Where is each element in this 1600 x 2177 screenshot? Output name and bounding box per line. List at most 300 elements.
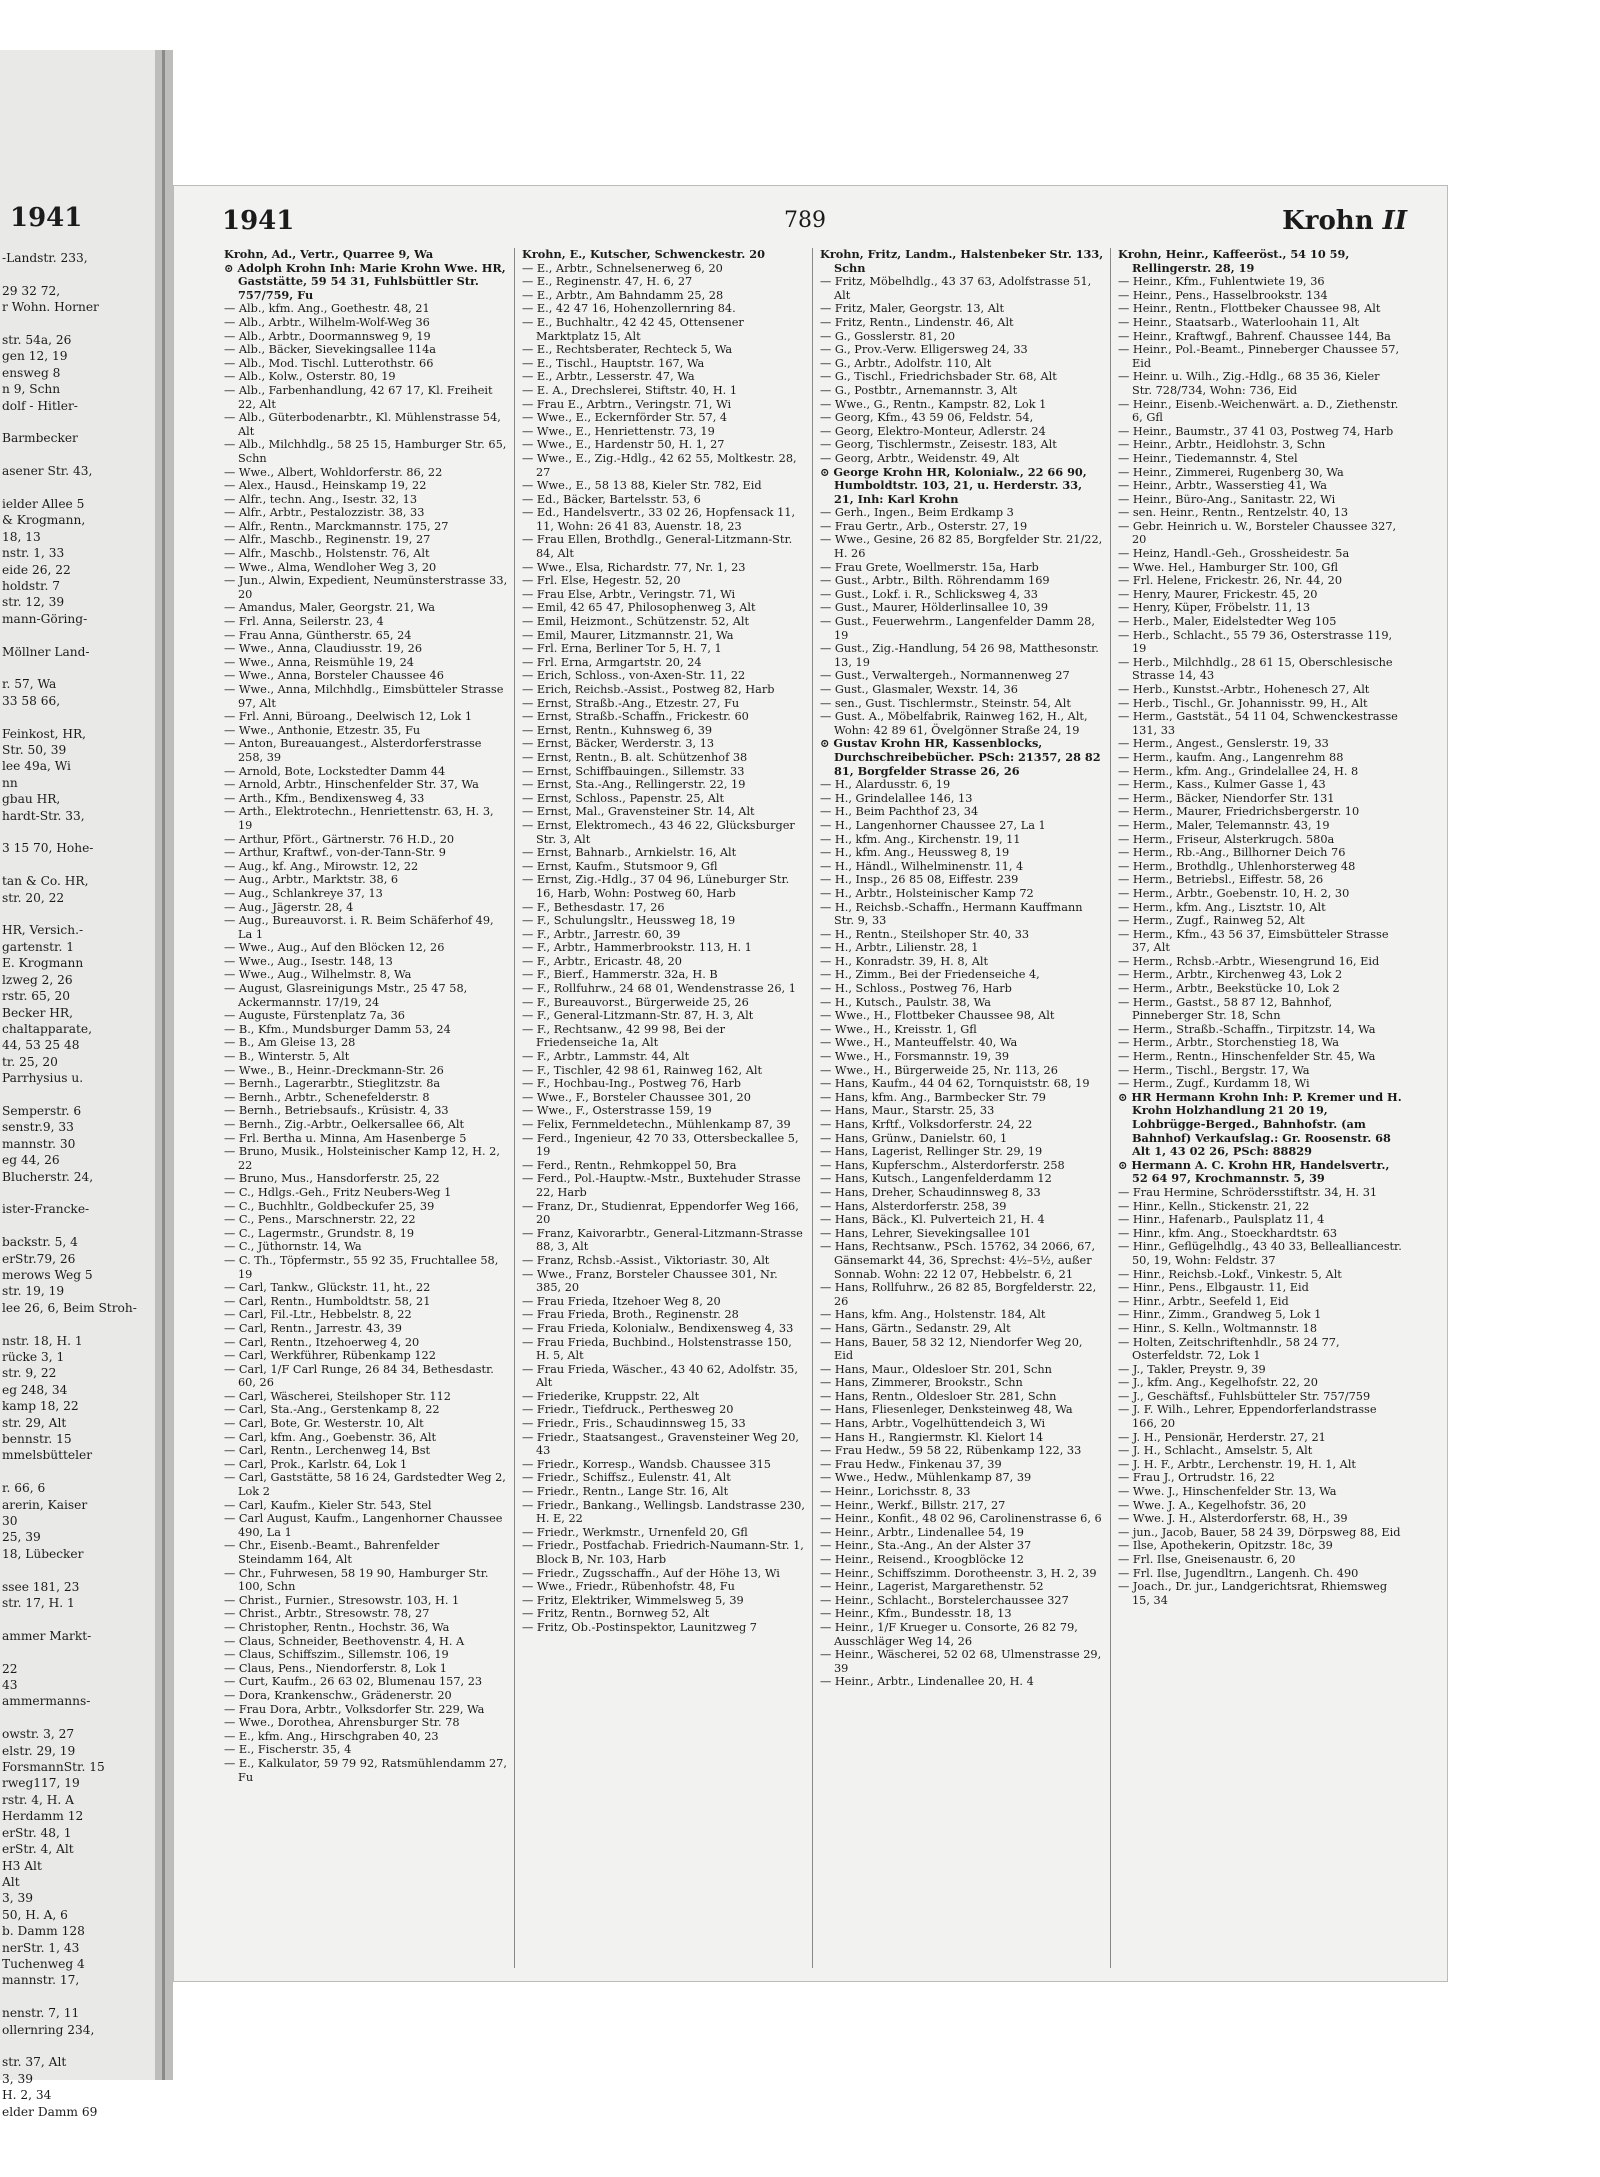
previous-page-line: nstr. 18, H. 1: [2, 1333, 83, 1348]
directory-entry: — Claus, Schneider, Beethovenstr. 4, H. A: [224, 1634, 465, 1648]
previous-page-line: str. 29, Alt: [2, 1415, 67, 1430]
directory-entry: — Alb., Arbtr., Wilhelm-Wolf-Weg 36: [224, 315, 430, 329]
directory-entry: — Alfr., Rentn., Marckmannstr. 175, 27: [224, 519, 449, 533]
previous-page-line: tr. 25, 20: [2, 1054, 58, 1069]
directory-entry: — Fritz, Ob.-Postinspektor, Launitzweg 7: [522, 1620, 757, 1634]
directory-entry: — Hans, kfm. Ang., Barmbecker Str. 79: [820, 1090, 1046, 1104]
directory-entry: — Carl, Wäscherei, Steilshoper Str. 112: [224, 1389, 451, 1403]
directory-entry: — H., Arbtr., Lilienstr. 28, 1: [820, 941, 979, 955]
directory-entry: — Frau Frieda, Wäscher., 43 40 62, Adolfstr. 35, Alt: [522, 1362, 798, 1390]
directory-entry: — Herm., Maurer, Friedrichsbergerstr. 10: [1118, 805, 1360, 819]
directory-entry: — Jun., Alwin, Expedient, Neumünsterstrasse 33, 20: [224, 574, 508, 601]
directory-entry: — Hans, Grünw., Danielstr. 60, 1: [820, 1131, 1008, 1145]
page-number: 789: [784, 208, 826, 233]
directory-entry: — Frau Frieda, Buchbind., Holstenstrasse 150, H. 5, Alt: [522, 1335, 792, 1363]
directory-entry: — Joach., Dr. jur., Landgerichtsrat, Rhiemsweg 15, 34: [1118, 1580, 1388, 1607]
directory-entry: — H., Händl., Wilhelminenstr. 11, 4: [820, 859, 1024, 873]
directory-entry: — J. H., Schlacht., Amselstr. 5, Alt: [1118, 1444, 1313, 1458]
previous-page-line: tan & Co. HR,: [2, 874, 89, 889]
directory-entry: — Heinr., Rentn., Flottbeker Chaussee 98, Alt: [1118, 302, 1381, 316]
directory-entry: — B., Kfm., Mundsburger Damm 53, 24: [224, 1022, 451, 1036]
directory-entry: — Heinr., Schlacht., Borstelerchaussee 327: [820, 1593, 1069, 1607]
previous-page-lines: [2, 250, 152, 2120]
directory-entry: — E., kfm. Ang., Hirschgraben 40, 23: [224, 1729, 439, 1743]
directory-entry: — Wwe., E., 58 13 88, Kieler Str. 782, Eid: [522, 479, 762, 493]
directory-entry: — Hinr., S. Kelln., Woltmannstr. 18: [1118, 1321, 1318, 1335]
directory-entry: — Carl, Kaufm., Kieler Str. 543, Stel: [224, 1498, 432, 1512]
book-gutter: [155, 50, 173, 2080]
directory-entry: — Friedr., Korresp., Wandsb. Chaussee 315: [522, 1457, 771, 1471]
directory-entry: — Hans, Arbtr., Vogelhüttendeich 3, Wi: [820, 1417, 1046, 1431]
directory-entry: — Herm., Maler, Telemannstr. 43, 19: [1118, 818, 1330, 832]
directory-entry: — F., Rollfuhrw., 24 68 01, Wendenstrasse 26, 1: [522, 982, 796, 996]
directory-entry: — Heinr., Tiedemannstr. 4, Stel: [1118, 451, 1298, 465]
directory-entry: — Hans, Rechtsanw., PSch. 15762, 34 2066, 67, Gänsemarkt 44, 36, Sprechst: 4½–5½, außer Sonnab. Wohn: 22 12 07, Hebbelstr. 6, 21: [820, 1240, 1096, 1281]
previous-page-line: senstr.9, 33: [2, 1120, 74, 1135]
directory-entry: — Herm., Straßb.-Schaffn., Tirpitzstr. 14, Wa: [1118, 1022, 1376, 1036]
column-divider: [1110, 248, 1111, 1968]
previous-page-line: hardt-Str. 33,: [2, 808, 85, 823]
directory-entry: — Alb., Farbenhandlung, 42 67 17, Kl. Freiheit 22, Alt: [224, 383, 493, 411]
directory-entry: — Bruno, Mus., Hansdorferstr. 25, 22: [224, 1172, 440, 1186]
directory-entry: — Gebr. Heinrich u. W., Borsteler Chaussee 327, 20: [1118, 519, 1397, 547]
previous-page-line: ammermanns-: [2, 1694, 91, 1709]
directory-entry: — Hans, Lagerist, Rellinger Str. 29, 19: [820, 1145, 1043, 1159]
directory-entry: — Erich, Reichsb.-Assist., Postweg 82, Harb: [522, 683, 775, 696]
previous-page-line: lee 49a, Wi: [2, 759, 71, 774]
directory-entry: — G., Gosslerstr. 81, 20: [820, 329, 956, 343]
directory-entry: — C. Th., Töpfermstr., 55 92 35, Fruchtallee 58, 19: [224, 1253, 499, 1281]
directory-entry: — Arthur, Kraftwf., von-der-Tann-Str. 9: [224, 846, 446, 860]
directory-entry: — H., Grindelallee 146, 13: [820, 791, 973, 805]
previous-page-line: [2, 1989, 152, 2005]
directory-entry: — Wwe., B., Heinr.-Dreckmann-Str. 26: [224, 1063, 444, 1077]
directory-entry: — Gust., Feuerwehrm., Langenfelder Damm 28, 19: [820, 615, 1095, 642]
previous-page-line: 43: [2, 1678, 18, 1693]
directory-entry: — Hans, Fliesenleger, Denksteinweg 48, Wa: [820, 1403, 1073, 1417]
directory-entry: — Frl. Ilse, Gneisenaustr. 6, 20: [1118, 1553, 1296, 1566]
directory-entry: — sen. Heinr., Rentn., Rentzelstr. 40, 13: [1118, 506, 1349, 520]
directory-entry: — Hans, Maur., Oldesloer Str. 201, Schn: [820, 1362, 1052, 1376]
directory-entry: — Hans, Lehrer, Sievekingsallee 101: [820, 1226, 1031, 1240]
directory-entry: — Wwe. J. H., Alsterdorferstr. 68, H., 39: [1118, 1512, 1348, 1526]
directory-entry: — Friedr., Fris., Schaudinnsweg 15, 33: [522, 1417, 746, 1431]
directory-entry: — Heinr. u. Wilh., Zig.-Hdlg., 68 35 36, Kieler Str. 728/734, Wohn: 736, Eid: [1118, 370, 1380, 397]
directory-entry: — Wwe., Hedw., Mühlenkamp 87, 39: [820, 1471, 1032, 1485]
directory-entry: — Holten, Zeitschriftenhdlr., 58 24 77, Osterfeldstr. 72, Lok 1: [1118, 1335, 1340, 1363]
previous-page-line: asener Str. 43,: [2, 464, 93, 479]
directory-entry: — Carl, Gaststätte, 58 16 24, Gardstedter Weg 2, Lok 2: [224, 1471, 506, 1499]
directory-entry: — August, Glasreinigungs Mstr., 25 47 58, Ackermannstr. 17/19, 24: [224, 982, 468, 1009]
previous-page-line: Blucherstr. 24,: [2, 1169, 94, 1184]
directory-entry: — E. A., Drechslerei, Stiftstr. 40, H. 1: [522, 383, 738, 397]
previous-page-line: 18, 13: [2, 529, 41, 544]
directory-entry: — Frau Frieda, Kolonialw., Bendixensweg 4, 33: [522, 1321, 794, 1335]
previous-page-line: [2, 857, 152, 873]
directory-entry: — Ernst, Sta.-Ang., Rellingerstr. 22, 19: [522, 778, 746, 792]
directory-entry: — Frau Else, Arbtr., Veringstr. 71, Wi: [522, 587, 736, 601]
directory-entry: — Herb., Maler, Eidelstedter Weg 105: [1118, 615, 1337, 629]
directory-entry: — Friedr., Werkmstr., Urnenfeld 20, Gfl: [522, 1525, 748, 1539]
previous-page-line: str. 54a, 26: [2, 333, 72, 347]
directory-entry: — sen., Gust. Tischlermstr., Steinstr. 54, Alt: [820, 696, 1071, 710]
previous-page-line: mannstr. 30: [2, 1136, 76, 1151]
directory-entry: — J., Takler, Preystr. 9, 39: [1118, 1362, 1266, 1376]
directory-entry: — Wwe., E., Henriettenstr. 73, 19: [522, 424, 715, 438]
directory-entry: — Frau Ellen, Brothdlg., General-Litzmann-Str. 84, Alt: [522, 533, 793, 561]
directory-entry: — Amandus, Maler, Georgstr. 21, Wa: [224, 601, 435, 615]
directory-entry: — Heinz, Handl.-Geh., Grossheidestr. 5a: [1118, 547, 1350, 561]
section-name: Krohn: [1282, 206, 1374, 236]
directory-entry: — Carl, Fil.-Ltr., Hebbelstr. 8, 22: [224, 1308, 412, 1322]
directory-entry: — Frau Frieda, Itzehoer Weg 8, 20: [522, 1294, 721, 1308]
previous-page-line: Möllner Land-: [2, 644, 90, 659]
directory-entry: — E., Fischerstr. 35, 4: [224, 1743, 352, 1757]
directory-entry: — Herm., Rentn., Hinschenfelder Str. 45, Wa: [1118, 1050, 1376, 1064]
previous-page-line: rstr. 4, H. A: [2, 1792, 74, 1807]
directory-entry: — Heinr., Arbtr., Wasserstieg 41, Wa: [1118, 479, 1327, 493]
previous-page-line: 3, 39: [2, 1891, 34, 1906]
directory-entry: — Frau Gertr., Arb., Osterstr. 27, 19: [820, 519, 1028, 533]
directory-entry: — Franz, Rchsb.-Assist., Viktoriastr. 30, Alt: [522, 1253, 770, 1267]
previous-page-line: 18, Lübecker: [2, 1546, 84, 1561]
previous-page-line: [2, 447, 152, 463]
directory-entry: — Carl, kfm. Ang., Goebenstr. 36, Alt: [224, 1430, 437, 1444]
directory-entry: — Herm., Brothdlg., Uhlenhorsterweg 48: [1118, 859, 1356, 873]
previous-page-line: [2, 266, 152, 282]
directory-entry: — Frl. Anna, Seilerstr. 23, 4: [224, 615, 384, 629]
directory-entry: — Herm., Tischl., Bergstr. 17, Wa: [1118, 1063, 1310, 1077]
directory-entry: — Hans H., Rangiermstr. Kl. Kielort 14: [820, 1430, 1044, 1444]
directory-entry: — Heinr., Schiffszimm. Dorotheenstr. 3, H. 2, 39: [820, 1566, 1097, 1580]
previous-page-line: chaltapparate,: [2, 1021, 92, 1036]
previous-page-line: [2, 2038, 152, 2054]
directory-entry: — Aug., Bureauvorst. i. R. Beim Schäferhof 49, La 1: [224, 914, 494, 941]
directory-entry: — H., kfm. Ang., Heussweg 8, 19: [820, 846, 1010, 860]
directory-entry: — Aug., kf. Ang., Mirowstr. 12, 22: [224, 859, 419, 873]
directory-entry: — Fritz, Rentn., Lindenstr. 46, Alt: [820, 315, 1014, 329]
directory-entry: — Georg, Arbtr., Weidenstr. 49, Alt: [820, 451, 1020, 465]
directory-entry: — Wwe., Franz, Borsteler Chaussee 301, Nr. 385, 20: [522, 1267, 778, 1295]
directory-entry: — Arnold, Bote, Lockstedter Damm 44: [224, 764, 446, 778]
previous-page-line: Herdamm 12: [2, 1809, 84, 1824]
previous-page-line: [2, 1611, 152, 1627]
directory-entry: — C., Hdlgs.-Geh., Fritz Neubers-Weg 1: [224, 1185, 452, 1199]
directory-entry: — Gust., Maurer, Hölderlinsallee 10, 39: [820, 601, 1049, 615]
previous-page-line: [2, 1316, 152, 1332]
directory-entry: — Ernst, Schloss., Papenstr. 25, Alt: [522, 791, 725, 805]
directory-entry: — F., Schulungsltr., Heussweg 18, 19: [522, 914, 736, 928]
directory-entry: — Wwe., Albert, Wohldorferstr. 86, 22: [224, 465, 443, 479]
directory-entry: — Heinr., Arbtr., Lindenallee 20, H. 4: [820, 1675, 1034, 1689]
previous-page-line: Semperstr. 6: [2, 1103, 82, 1118]
directory-entry: — Ernst, Straßb.-Ang., Etzestr. 27, Fu: [522, 696, 740, 710]
directory-entry: — Frau Hedw., 59 58 22, Rübenkamp 122, 33: [820, 1444, 1082, 1458]
directory-entry: — Hinr., Kelln., Stickenstr. 21, 22: [1118, 1199, 1310, 1213]
directory-entry: — Heinr., 1/F Krueger u. Consorte, 26 82 79, Ausschläger Weg 14, 26: [820, 1620, 1078, 1648]
directory-entry: — Aug., Jägerstr. 28, 4: [224, 900, 354, 914]
directory-entry: — Wwe., H., Forsmannstr. 19, 39: [820, 1050, 1010, 1064]
directory-entry: — H., kfm. Ang., Kirchenstr. 19, 11: [820, 832, 1021, 846]
directory-entry: — Georg, Elektro-Monteur, Adlerstr. 24: [820, 424, 1046, 438]
directory-entry: — Frau Hermine, Schrödersstiftstr. 34, H. 31: [1118, 1185, 1378, 1199]
previous-page-line: [2, 824, 152, 840]
directory-entry: — B., Am Gleise 13, 28: [224, 1036, 356, 1050]
directory-entry: — Gust., Arbtr., Bilth. Röhrendamm 169: [820, 574, 1050, 588]
directory-entry: — Friedr., Tiefdruck., Perthesweg 20: [522, 1403, 734, 1417]
directory-entry: — Friedr., Postfachab. Friedrich-Naumann-Str. 1, Block B, Nr. 103, Harb: [522, 1539, 804, 1566]
directory-entry: — Heinr., Eisenb.-Weichenwärt. a. D., Ziethenstr. 6, Gfl: [1118, 397, 1399, 425]
previous-page-line: [2, 1464, 152, 1480]
directory-entry: — Bernh., Betriebsaufs., Krüsistr. 4, 33: [224, 1104, 449, 1118]
directory-entry: — Hans, Gärtn., Sedanstr. 29, Alt: [820, 1321, 1011, 1335]
directory-entry: — E., Buchhaltr., 42 42 45, Ottensener Marktplatz 15, Alt: [522, 315, 744, 343]
directory-entry: — Heinr., Pol.-Beamt., Pinneberger Chaussee 57, Eid: [1118, 343, 1400, 370]
directory-entry: — F., Bureauvorst., Bürgerweide 25, 26: [522, 995, 749, 1009]
directory-entry: — Herm., Gastst., 58 87 12, Bahnhof, Pinneberger Str. 18, Schn: [1118, 995, 1333, 1023]
previous-page-line: erStr. 48, 1: [2, 1825, 72, 1840]
previous-page-line: [2, 709, 152, 725]
directory-entry: — Emil, Maurer, Litzmannstr. 21, Wa: [522, 628, 734, 642]
directory-entry: — Herm., Kass., Kulmer Gasse 1, 43: [1118, 778, 1326, 792]
previous-page-line: nn: [2, 775, 18, 790]
directory-entry: — Ernst, Schiffbauingen., Sillemstr. 33: [522, 764, 745, 778]
previous-page-line: ammer Markt-: [2, 1628, 92, 1643]
directory-entry: — Henry, Maurer, Frickestr. 45, 20: [1118, 587, 1318, 601]
section-roman: II: [1382, 206, 1407, 236]
directory-entry: ⊙ Gustav Krohn HR, Kassenblocks, Durchschreibebücher. PSch: 21357, 28 82 81, Borgfelder Strasse 26, 26: [820, 736, 1101, 778]
previous-page-line: gen 12, 19: [2, 349, 68, 364]
directory-entry: — H., Alardusstr. 6, 19: [820, 778, 951, 792]
directory-entry: — Carl, Rentn., Jarrestr. 43, 39: [224, 1321, 402, 1335]
directory-entry: — Hinr., Pens., Elbgaustr. 11, Eid: [1118, 1281, 1309, 1295]
directory-entry: — C., Pens., Marschnerstr. 22, 22: [224, 1213, 416, 1227]
previous-page-line: r Wohn. Horner: [2, 300, 99, 315]
previous-page-line: [2, 414, 152, 430]
directory-entry: — Heinr., Sta.-Ang., An der Alster 37: [820, 1539, 1032, 1553]
directory-entry: — Heinr., Büro-Ang., Sanitastr. 22, Wi: [1118, 492, 1336, 506]
directory-entry: — G., Prov.-Verw. Elligersweg 24, 33: [820, 343, 1028, 357]
directory-entry: — J., Geschäftsf., Fuhlsbütteler Str. 757/759: [1118, 1389, 1371, 1403]
directory-entry: — Arth., Kfm., Bendixensweg 4, 33: [224, 791, 425, 805]
previous-page-line: 33 58 66,: [2, 693, 61, 708]
directory-entry: — C., Buchhltr., Goldbeckufer 25, 39: [224, 1199, 435, 1213]
directory-entry: — Chr., Eisenb.-Beamt., Bahrenfelder Steindamm 164, Alt: [224, 1539, 440, 1566]
previous-page-line: erStr.79, 26: [2, 1251, 76, 1266]
directory-entry: — Heinr., Arbtr., Heidlohstr. 3, Schn: [1118, 438, 1326, 452]
directory-entry: — Hinr., Geflügelhdlg., 43 40 33, Bellealliancestr. 50, 19, Wohn: Feldstr. 37: [1118, 1240, 1402, 1267]
directory-column-2: [522, 248, 806, 1968]
previous-page-line: Barmbecker: [2, 431, 78, 446]
directory-entry: — E., Arbtr., Schnelsenerweg 6, 20: [522, 261, 723, 275]
previous-page-line: [2, 316, 152, 332]
directory-entry: — Alfr., Maschb., Holstenstr. 76, Alt: [224, 547, 430, 561]
directory-entry: — F., Bierf., Hammerstr. 32a, H. B: [522, 968, 718, 982]
directory-entry: — F., Hochbau-Ing., Postweg 76, Harb: [522, 1077, 742, 1091]
directory-entry: — Ernst, Rentn., Kuhnsweg 6, 39: [522, 723, 713, 737]
previous-page-line: nenstr. 7, 11: [2, 2006, 80, 2021]
directory-entry: — Frl. Bertha u. Minna, Am Hasenberge 5: [224, 1131, 467, 1145]
previous-page-line: ensweg 8: [2, 365, 61, 380]
previous-page-line: H3 Alt: [2, 1858, 42, 1873]
directory-entry: — Heinr., Wäscherei, 52 02 68, Ulmenstrasse 29, 39: [820, 1648, 1102, 1675]
directory-entry: — Carl, Sta.-Ang., Gerstenkamp 8, 22: [224, 1403, 440, 1417]
directory-entry: — Wwe., Anna, Reismühle 19, 24: [224, 655, 414, 669]
directory-entry: ⊙ Hermann A. C. Krohn HR, Handelsvertr., 52 64 97, Krochmannstr. 5, 39: [1118, 1157, 1390, 1186]
directory-entry: — Alb., Kolw., Osterstr. 80, 19: [224, 370, 396, 384]
directory-entry: — Ferd., Pol.-Hauptw.-Mstr., Buxtehuder Strasse 22, Harb: [522, 1172, 801, 1199]
previous-page-line: arerin, Kaiser: [2, 1497, 88, 1512]
directory-entry: — Wwe., H., Bürgerweide 25, Nr. 113, 26: [820, 1063, 1058, 1077]
directory-entry: — Emil, 42 65 47, Philosophenweg 3, Alt: [522, 601, 756, 615]
previous-page-line: gartenstr. 1: [2, 939, 74, 954]
directory-entry: — Herb., Milchhdlg., 28 61 15, Oberschlesische Strasse 14, 43: [1118, 655, 1393, 683]
previous-page-line: 30: [2, 1514, 18, 1529]
directory-entry: — Dora, Krankenschw., Grädenerstr. 20: [224, 1688, 452, 1702]
directory-entry: — Heinr., Kfm., Bundesstr. 18, 13: [820, 1607, 1012, 1621]
directory-entry: — H., Reichsb.-Schaffn., Hermann Kauffmann Str. 9, 33: [820, 900, 1083, 928]
directory-entry: — H., Schloss., Postweg 76, Harb: [820, 982, 1012, 996]
directory-entry: — Fritz, Maler, Georgstr. 13, Alt: [820, 302, 1005, 316]
directory-entry: — Frl. Else, Hegestr. 52, 20: [522, 574, 681, 588]
directory-column-4: [1118, 248, 1402, 1968]
previous-page-line: ister-Francke-: [2, 1202, 90, 1217]
directory-entry: — G., Tischl., Friedrichsbader Str. 68, Alt: [820, 370, 1057, 384]
directory-entry: — Frl. Ilse, Jugendltrn., Langenh. Ch. 490: [1118, 1566, 1359, 1580]
previous-page-line: str. 19, 19: [2, 1284, 65, 1299]
previous-page-line: nerStr. 1, 43: [2, 1940, 80, 1955]
directory-entry: — Ferd., Rentn., Rehmkoppel 50, Bra: [522, 1158, 737, 1172]
directory-entry: — Friederike, Kruppstr. 22, Alt: [522, 1389, 700, 1403]
directory-entry: — G., Postbtr., Arnemannstr. 3, Alt: [820, 383, 1018, 397]
directory-entry: — Wwe., Aug., Wilhelmstr. 8, Wa: [224, 968, 412, 982]
previous-page-line: 50, H. A, 6: [2, 1907, 68, 1922]
directory-entry: — Fritz, Elektriker, Wimmelsweg 5, 39: [522, 1593, 744, 1607]
previous-page-line: str. 17, H. 1: [2, 1596, 75, 1611]
directory-entry: — Gust., Glasmaler, Wexstr. 14, 36: [820, 683, 1018, 696]
directory-entry: — Aug., Schlankreye 37, 13: [224, 886, 383, 900]
directory-entry: — F., Arbtr., Lammstr. 44, Alt: [522, 1050, 690, 1064]
directory-entry: — Arnold, Arbtr., Hinschenfelder Str. 37, Wa: [224, 778, 479, 792]
directory-entry: — jun., Jacob, Bauer, 58 24 39, Dörpsweg 88, Eid: [1118, 1525, 1401, 1539]
directory-entry: — Wwe., G., Rentn., Kampstr. 82, Lok 1: [820, 397, 1047, 411]
directory-entry: — Hans, Rollfuhrw., 26 82 85, Borgfelderstr. 22, 26: [820, 1281, 1097, 1308]
directory-entry: — Wwe., Anthonie, Etzestr. 35, Fu: [224, 723, 421, 737]
directory-entry: — Heinr., Reisend., Kroogblöcke 12: [820, 1553, 1024, 1566]
directory-entry: — Wwe. J., Hinschenfelder Str. 13, Wa: [1118, 1485, 1337, 1499]
directory-entry: — Alb., Mod. Tischl. Lutterothstr. 66: [224, 356, 434, 370]
previous-page-line: rücke 3, 1: [2, 1349, 65, 1364]
directory-entry: — Alb., Güterbodenarbtr., Kl. Mühlenstrasse 54, Alt: [224, 411, 501, 438]
directory-entry: — Christopher, Rentn., Hochstr. 36, Wa: [224, 1620, 450, 1634]
directory-entry: — Franz, Dr., Studienrat, Eppendorfer Weg 166, 20: [522, 1199, 799, 1227]
previous-page-line: 22: [2, 1661, 18, 1676]
directory-entry: — Wwe., Anna, Borsteler Chaussee 46: [224, 669, 444, 683]
previous-page-line: owstr. 3, 27: [2, 1727, 75, 1742]
directory-entry: — Ernst, Elektromech., 43 46 22, Glücksburger Str. 3, Alt: [522, 818, 795, 846]
directory-entry: — Georg, Kfm., 43 59 06, Feldstr. 54,: [820, 411, 1034, 425]
directory-entry: — Friedr., Bankang., Wellingsb. Landstrasse 230, H. E, 22: [522, 1498, 805, 1526]
previous-page-line: HR, Versich.-: [2, 923, 84, 938]
directory-entry: — Wwe., H., Flottbeker Chaussee 98, Alt: [820, 1009, 1055, 1023]
directory-entry: — Hans, Krftf., Volksdorferstr. 24, 22: [820, 1118, 1033, 1131]
previous-page-line: 25, 39: [2, 1530, 41, 1545]
directory-entry: — Wwe. J. A., Kegelhofstr. 36, 20: [1118, 1498, 1307, 1512]
directory-entry: — Arthur, Pfört., Gärtnerstr. 76 H.D., 20: [224, 832, 455, 846]
directory-entry: — Bernh., Lagerarbtr., Stieglitzstr. 8a: [224, 1077, 441, 1091]
directory-entry: — Herm., Arbtr., Kirchenweg 43, Lok 2: [1118, 968, 1343, 982]
directory-entry: — Heinr., Lagerist, Margarethenstr. 52: [820, 1580, 1044, 1594]
previous-page-line: Alt: [2, 1874, 20, 1889]
directory-entry: — E., Reginenstr. 47, H. 6, 27: [522, 275, 693, 289]
previous-page-line: str. 20, 22: [2, 890, 65, 905]
directory-entry: — Herm., Kfm., 43 56 37, Eimsbütteler Strasse 37, Alt: [1118, 927, 1389, 955]
directory-entry: ⊙ HR Hermann Krohn Inh: P. Kremer und H. Krohn Holzhandlung 21 20 19, Lohbrügge-Berged., Bahnhofstr. (am Bahnhof) Verkaufslag.: Gr. Roosenstr. 68 Alt 1, 43 02 26, PSch: 88829: [1118, 1089, 1402, 1159]
directory-entry: — Wwe., Anna, Milchhdlg., Eimsbütteler Strasse 97, Alt: [224, 683, 504, 710]
directory-entry: — Hinr., Zimm., Grandweg 5, Lok 1: [1118, 1308, 1322, 1322]
previous-page-line: ssee 181, 23: [2, 1579, 80, 1594]
directory-entry: — Hans, Alsterdorferstr. 258, 39: [820, 1199, 1007, 1213]
directory-entry: — Alfr., Arbtr., Pestalozzistr. 38, 33: [224, 506, 425, 520]
directory-entry: — Herm., Angest., Genslerstr. 19, 33: [1118, 737, 1329, 751]
directory-entry: — Alex., Hausd., Heinskamp 19, 22: [224, 479, 427, 493]
directory-entry: — Alfr., techn. Ang., Isestr. 32, 13: [224, 492, 418, 506]
directory-entry: — Wwe., Alma, Wendloher Weg 3, 20: [224, 560, 437, 574]
directory-entry: — Frl. Erna, Armgartstr. 20, 24: [522, 655, 702, 669]
directory-entry: — Alb., Milchhdlg., 58 25 15, Hamburger Str. 65, Schn: [224, 438, 507, 465]
directory-entry: — Christ., Furnier., Stresowstr. 103, H. 1: [224, 1593, 460, 1607]
directory-entry: — Herm., Betriebsl., Eiffestr. 58, 26: [1118, 873, 1324, 887]
column-divider: [812, 248, 813, 1968]
directory-entry: — Gust., Verwaltergeh., Normannenweg 27: [820, 669, 1070, 683]
previous-page-line: backstr. 5, 4: [2, 1235, 78, 1250]
previous-page-fragment: [0, 50, 155, 2119]
directory-entry: — Frau E., Arbtrn., Veringstr. 71, Wi: [522, 397, 732, 411]
directory-entry: — J. F. Wilh., Lehrer, Eppendorferlandstrasse 166, 20: [1118, 1403, 1377, 1431]
directory-entry: — E., 42 47 16, Hohenzollernring 84.: [522, 302, 736, 316]
previous-page-line: eg 248, 34: [2, 1382, 68, 1397]
directory-entry: — E., Rechtsberater, Rechteck 5, Wa: [522, 343, 733, 357]
directory-entry: — Carl, Tankw., Glückstr. 11, ht., 22: [224, 1281, 431, 1295]
previous-page-line: elstr. 29, 19: [2, 1743, 76, 1758]
previous-page-line: [2, 660, 152, 676]
directory-entry: — Frau J., Ortrudstr. 16, 22: [1118, 1471, 1275, 1485]
directory-entry: Krohn, Heinr., Kaffeeröst., 54 10 59, Rellingerstr. 28, 19: [1118, 247, 1350, 275]
directory-entry: — H., Kutsch., Paulstr. 38, Wa: [820, 995, 992, 1009]
directory-entry: — B., Winterstr. 5, Alt: [224, 1050, 350, 1064]
directory-entry: — Frau Anna, Güntherstr. 65, 24: [224, 628, 412, 642]
directory-entry: — Ernst, Rentn., B. alt. Schützenhof 38: [522, 750, 748, 764]
directory-entry: — Herm., Bäcker, Niendorfer Str. 131: [1118, 791, 1335, 805]
previous-page-line: 3 15 70, Hohe-: [2, 841, 94, 856]
previous-page-line: r. 57, Wa: [2, 677, 57, 692]
previous-page-line: ForsmannStr. 15: [2, 1760, 105, 1775]
directory-entry: — Wwe., F., Osterstrasse 159, 19: [522, 1104, 712, 1118]
directory-entry: — Frl. Anni, Büroang., Deelwisch 12, Lok 1: [224, 710, 473, 724]
directory-entry: — Ferd., Ingenieur, 42 70 33, Ottersbeckallee 5, 19: [522, 1131, 799, 1159]
directory-entry: — F., Bethesdastr. 17, 26: [522, 900, 665, 914]
previous-page-line: bennstr. 15: [2, 1432, 72, 1447]
previous-page-line: lee 26, 6, Beim Stroh-: [2, 1300, 137, 1315]
directory-entry: — Wwe., Gesine, 26 82 85, Borgfelder Str. 21/22, H. 26: [820, 533, 1103, 561]
directory-entry: — Christ., Arbtr., Stresowstr. 78, 27: [224, 1607, 430, 1621]
previous-page-line: [2, 1218, 152, 1234]
previous-page-line: kamp 18, 22: [2, 1399, 79, 1414]
directory-entry: — Heinr., Konfit., 48 02 96, Carolinenstrasse 6, 6: [820, 1512, 1102, 1526]
directory-entry: — F., Arbtr., Jarrestr. 60, 39: [522, 927, 681, 941]
directory-entry: — Ilse, Apothekerin, Opitzstr. 18c, 39: [1118, 1539, 1333, 1553]
directory-entry: — Heinr., Kraftwgf., Bahrenf. Chaussee 144, Ba: [1118, 329, 1391, 343]
